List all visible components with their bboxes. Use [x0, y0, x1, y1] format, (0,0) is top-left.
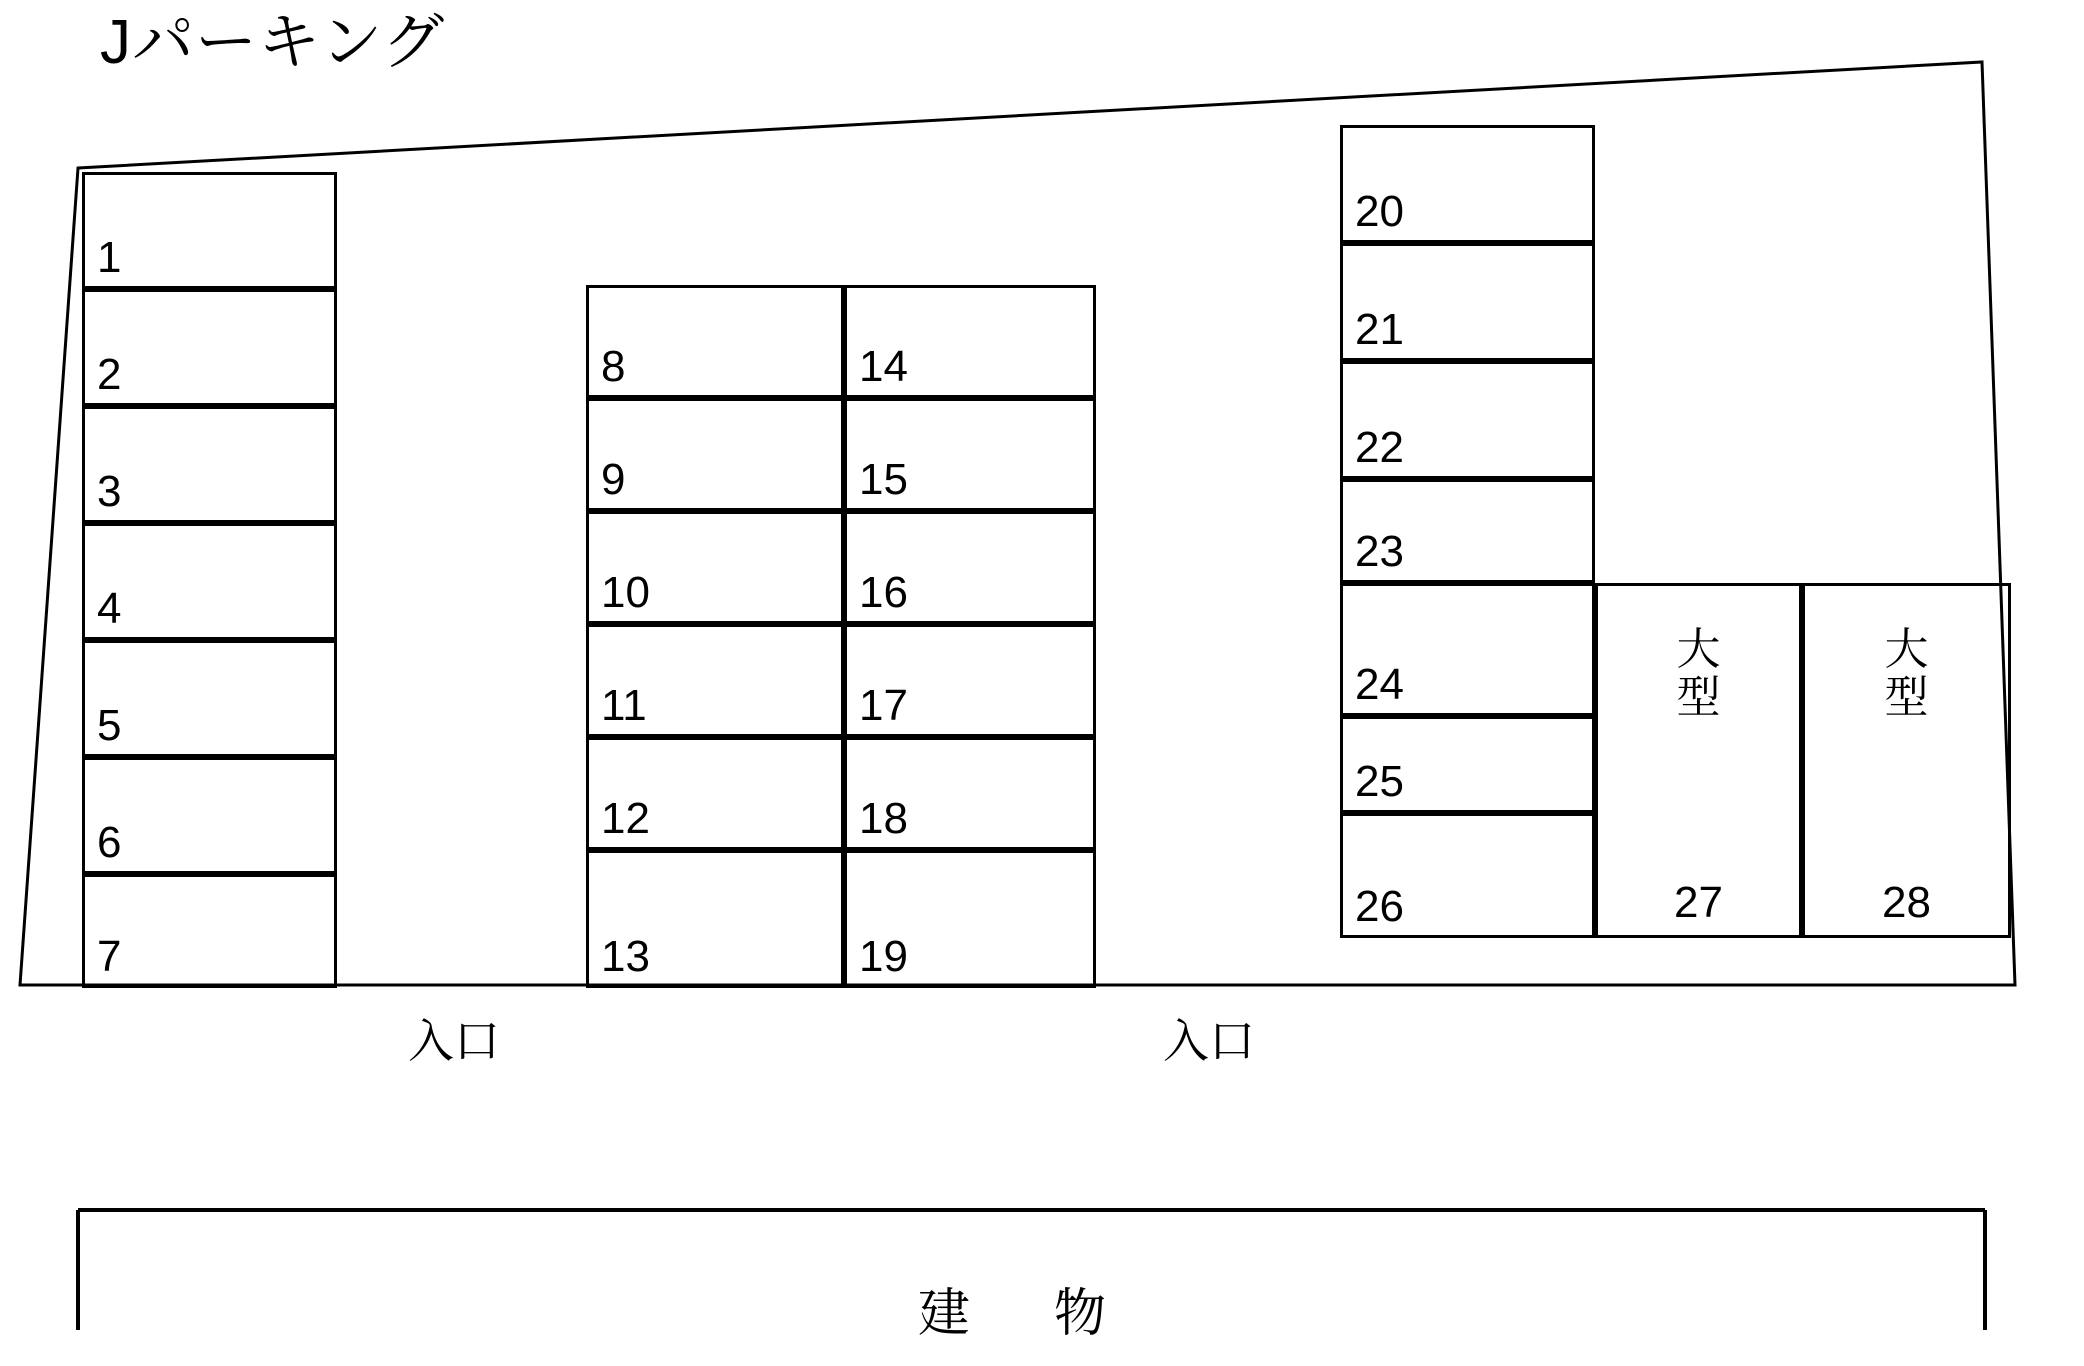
stall-number: 16: [859, 568, 908, 617]
stall-number: 3: [97, 467, 122, 516]
stall-number: 6: [97, 818, 122, 867]
page-title: Jパーキング: [100, 8, 446, 77]
stall-2[interactable]: [82, 289, 337, 406]
stall-8[interactable]: [586, 285, 844, 398]
stall-number: 11: [601, 681, 647, 730]
stall-22[interactable]: [1340, 361, 1595, 479]
stall-12[interactable]: [586, 737, 844, 850]
stall-25[interactable]: [1340, 716, 1595, 813]
stall-23[interactable]: [1340, 479, 1595, 583]
stall-1[interactable]: [82, 172, 337, 289]
stall-26[interactable]: [1340, 813, 1595, 938]
large-vehicle-label: 大 型: [1676, 625, 1721, 722]
stall-16[interactable]: [844, 511, 1096, 624]
stall-3[interactable]: [82, 406, 337, 523]
building-label: 建 物: [918, 1285, 1123, 1343]
stall-number: 18: [859, 794, 908, 843]
stall-18[interactable]: [844, 737, 1096, 850]
stall-number: 25: [1355, 757, 1404, 806]
stall-14[interactable]: [844, 285, 1096, 398]
stall-number: 14: [859, 342, 908, 391]
stall-19[interactable]: [844, 850, 1096, 988]
stall-15[interactable]: [844, 398, 1096, 511]
stall-20[interactable]: [1340, 125, 1595, 243]
stall-number: 12: [601, 794, 650, 843]
stall-number: 26: [1355, 882, 1404, 931]
stall-number: 19: [859, 932, 908, 981]
stall-number: 7: [97, 932, 122, 981]
stall-11[interactable]: [586, 624, 844, 737]
stall-number: 20: [1355, 187, 1404, 236]
stall-10[interactable]: [586, 511, 844, 624]
stall-number: 22: [1355, 423, 1404, 472]
stall-number: 24: [1355, 660, 1404, 709]
stall-21[interactable]: [1340, 243, 1595, 361]
stall-number: 27: [1674, 878, 1723, 927]
stall-number: 17: [859, 681, 908, 730]
stall-28[interactable]: [1802, 583, 2011, 938]
large-vehicle-label: 大 型: [1884, 625, 1929, 722]
stall-27[interactable]: [1595, 583, 1802, 938]
entrance-label-left: 入口: [408, 1015, 500, 1067]
stall-number: 23: [1355, 527, 1404, 576]
stall-number: 8: [601, 342, 626, 391]
stall-6[interactable]: [82, 757, 337, 874]
stall-number: 10: [601, 568, 650, 617]
stall-number: 4: [97, 584, 122, 633]
stall-number: 2: [97, 350, 122, 399]
stall-number: 15: [859, 455, 908, 504]
stall-5[interactable]: [82, 640, 337, 757]
stall-number: 9: [601, 455, 626, 504]
stall-number: 21: [1355, 305, 1404, 354]
stall-7[interactable]: [82, 874, 337, 988]
stall-4[interactable]: [82, 523, 337, 640]
entrance-label-right: 入口: [1163, 1015, 1255, 1067]
stall-17[interactable]: [844, 624, 1096, 737]
stall-number: 1: [97, 233, 122, 282]
stall-13[interactable]: [586, 850, 844, 988]
stall-24[interactable]: [1340, 583, 1595, 716]
stall-number: 13: [601, 932, 650, 981]
stall-9[interactable]: [586, 398, 844, 511]
stall-number: 5: [97, 701, 122, 750]
stall-number: 28: [1882, 878, 1931, 927]
